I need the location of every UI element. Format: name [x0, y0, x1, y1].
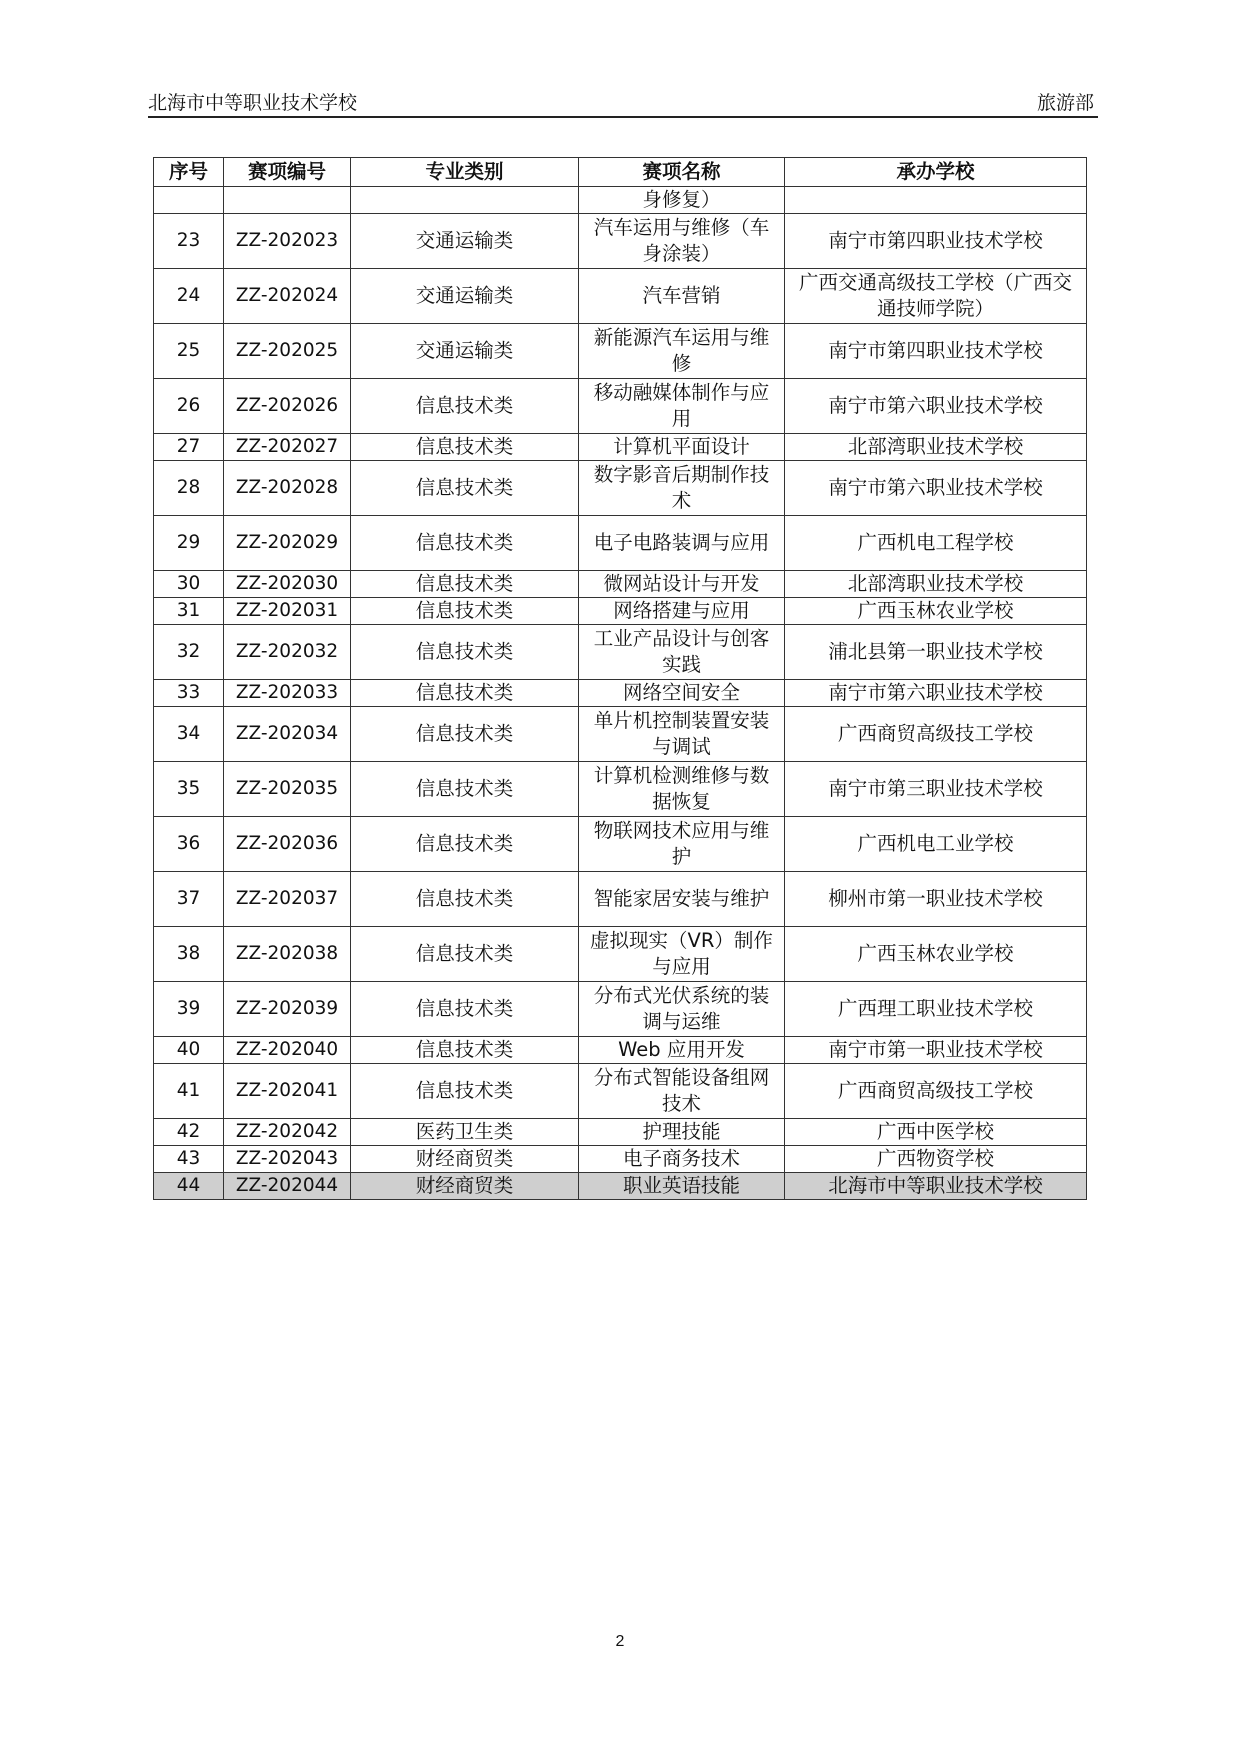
cell-category: 交通运输类	[351, 269, 579, 324]
cell-code: ZZ-202031	[224, 598, 351, 625]
cell-category: 信息技术类	[351, 379, 579, 434]
cell-event-name: 新能源汽车运用与维修	[579, 324, 785, 379]
table-row	[154, 324, 1087, 379]
table-row	[154, 1037, 1087, 1064]
cell-category: 财经商贸类	[351, 1146, 579, 1173]
table-row	[154, 214, 1087, 269]
table-row	[154, 269, 1087, 324]
cell-category: 信息技术类	[351, 434, 579, 461]
cell-index: 42	[154, 1119, 224, 1146]
cell-code: ZZ-202037	[224, 872, 351, 927]
cell-category: 信息技术类	[351, 461, 579, 516]
cell-category	[351, 187, 579, 214]
cell-index	[154, 187, 224, 214]
cell-category: 医药卫生类	[351, 1119, 579, 1146]
cell-host-school: 南宁市第四职业技术学校	[785, 214, 1087, 269]
cell-index: 40	[154, 1037, 224, 1064]
cell-event-name: 电子电路装调与应用	[579, 516, 785, 571]
cell-code: ZZ-202042	[224, 1119, 351, 1146]
cell-category: 信息技术类	[351, 1064, 579, 1119]
cell-code: ZZ-202036	[224, 817, 351, 872]
cell-index: 26	[154, 379, 224, 434]
cell-event-name: Web 应用开发	[579, 1037, 785, 1064]
cell-host-school: 浦北县第一职业技术学校	[785, 625, 1087, 680]
cell-code: ZZ-202038	[224, 927, 351, 982]
cell-index: 34	[154, 707, 224, 762]
table-row	[154, 817, 1087, 872]
cell-event-name: 网络搭建与应用	[579, 598, 785, 625]
cell-host-school: 广西机电工业学校	[785, 817, 1087, 872]
cell-index: 37	[154, 872, 224, 927]
cell-code: ZZ-202044	[224, 1173, 351, 1200]
cell-event-name: 移动融媒体制作与应用	[579, 379, 785, 434]
cell-category: 信息技术类	[351, 625, 579, 680]
cell-category: 财经商贸类	[351, 1173, 579, 1200]
cell-category: 信息技术类	[351, 982, 579, 1037]
cell-host-school: 广西交通高级技工学校（广西交通技师学院）	[785, 269, 1087, 324]
cell-code: ZZ-202029	[224, 516, 351, 571]
cell-event-name: 智能家居安装与维护	[579, 872, 785, 927]
cell-host-school: 南宁市第三职业技术学校	[785, 762, 1087, 817]
cell-host-school: 广西机电工程学校	[785, 516, 1087, 571]
cell-index: 32	[154, 625, 224, 680]
cell-category: 信息技术类	[351, 598, 579, 625]
cell-code: ZZ-202023	[224, 214, 351, 269]
competition-table	[153, 157, 1087, 1200]
cell-event-name: 单片机控制装置安装与调试	[579, 707, 785, 762]
cell-event-name: 身修复）	[579, 187, 785, 214]
page-header	[148, 88, 1098, 118]
table-row	[154, 707, 1087, 762]
cell-category: 信息技术类	[351, 680, 579, 707]
cell-host-school: 广西玉林农业学校	[785, 927, 1087, 982]
cell-code: ZZ-202027	[224, 434, 351, 461]
cell-index: 39	[154, 982, 224, 1037]
cell-event-name: 物联网技术应用与维护	[579, 817, 785, 872]
cell-category: 信息技术类	[351, 927, 579, 982]
column-header-event-name: 赛项名称	[579, 158, 785, 187]
cell-host-school	[785, 187, 1087, 214]
cell-index: 33	[154, 680, 224, 707]
cell-event-name: 电子商务技术	[579, 1146, 785, 1173]
cell-host-school: 广西物资学校	[785, 1146, 1087, 1173]
table-row	[154, 680, 1087, 707]
table-row	[154, 625, 1087, 680]
cell-host-school: 广西理工职业技术学校	[785, 982, 1087, 1037]
cell-category: 信息技术类	[351, 872, 579, 927]
cell-code: ZZ-202034	[224, 707, 351, 762]
cell-index: 35	[154, 762, 224, 817]
table-row	[154, 762, 1087, 817]
cell-event-name: 数字影音后期制作技术	[579, 461, 785, 516]
cell-code: ZZ-202035	[224, 762, 351, 817]
cell-code: ZZ-202028	[224, 461, 351, 516]
cell-index: 29	[154, 516, 224, 571]
cell-event-name: 微网站设计与开发	[579, 571, 785, 598]
table-row	[154, 516, 1087, 571]
cell-index: 44	[154, 1173, 224, 1200]
cell-code	[224, 187, 351, 214]
cell-code: ZZ-202033	[224, 680, 351, 707]
cell-event-name: 网络空间安全	[579, 680, 785, 707]
cell-index: 43	[154, 1146, 224, 1173]
cell-index: 24	[154, 269, 224, 324]
cell-index: 30	[154, 571, 224, 598]
cell-event-name: 分布式光伏系统的装调与运维	[579, 982, 785, 1037]
table-row	[154, 872, 1087, 927]
table-row	[154, 982, 1087, 1037]
table-header-row	[154, 158, 1087, 187]
cell-host-school: 广西商贸高级技工学校	[785, 1064, 1087, 1119]
cell-category: 交通运输类	[351, 324, 579, 379]
cell-index: 31	[154, 598, 224, 625]
cell-index: 41	[154, 1064, 224, 1119]
cell-code: ZZ-202040	[224, 1037, 351, 1064]
table-row	[154, 434, 1087, 461]
table-row	[154, 1146, 1087, 1173]
cell-index: 25	[154, 324, 224, 379]
cell-event-name: 汽车运用与维修（车身涂装）	[579, 214, 785, 269]
cell-code: ZZ-202024	[224, 269, 351, 324]
cell-event-name: 计算机检测维修与数据恢复	[579, 762, 785, 817]
cell-host-school: 北海市中等职业技术学校	[785, 1173, 1087, 1200]
cell-event-name: 汽车营销	[579, 269, 785, 324]
cell-host-school: 南宁市第四职业技术学校	[785, 324, 1087, 379]
cell-host-school: 南宁市第六职业技术学校	[785, 680, 1087, 707]
cell-index: 38	[154, 927, 224, 982]
header-school-name: 北海市中等职业技术学校	[148, 92, 358, 114]
cell-index: 36	[154, 817, 224, 872]
cell-event-name: 计算机平面设计	[579, 434, 785, 461]
table-row	[154, 1064, 1087, 1119]
header-department: 旅游部	[1036, 92, 1094, 114]
table-row	[154, 571, 1087, 598]
column-header-index: 序号	[154, 158, 224, 187]
column-header-host-school: 承办学校	[785, 158, 1087, 187]
cell-category: 交通运输类	[351, 214, 579, 269]
cell-host-school: 广西玉林农业学校	[785, 598, 1087, 625]
cell-category: 信息技术类	[351, 817, 579, 872]
cell-event-name: 工业产品设计与创客实践	[579, 625, 785, 680]
table-row	[154, 461, 1087, 516]
page-number: 2	[615, 1633, 625, 1650]
cell-category: 信息技术类	[351, 1037, 579, 1064]
cell-host-school: 广西中医学校	[785, 1119, 1087, 1146]
cell-code: ZZ-202041	[224, 1064, 351, 1119]
cell-index: 27	[154, 434, 224, 461]
table-row	[154, 379, 1087, 434]
cell-category: 信息技术类	[351, 762, 579, 817]
cell-category: 信息技术类	[351, 707, 579, 762]
cell-code: ZZ-202026	[224, 379, 351, 434]
cell-index: 28	[154, 461, 224, 516]
table-row	[154, 1173, 1087, 1200]
column-header-code: 赛项编号	[224, 158, 351, 187]
column-header-category: 专业类别	[351, 158, 579, 187]
table-row	[154, 187, 1087, 214]
table-row	[154, 927, 1087, 982]
table-row	[154, 1119, 1087, 1146]
cell-host-school: 南宁市第一职业技术学校	[785, 1037, 1087, 1064]
cell-host-school: 北部湾职业技术学校	[785, 571, 1087, 598]
cell-category: 信息技术类	[351, 516, 579, 571]
cell-index: 23	[154, 214, 224, 269]
cell-event-name: 职业英语技能	[579, 1173, 785, 1200]
cell-code: ZZ-202025	[224, 324, 351, 379]
cell-code: ZZ-202039	[224, 982, 351, 1037]
cell-host-school: 广西商贸高级技工学校	[785, 707, 1087, 762]
cell-host-school: 南宁市第六职业技术学校	[785, 379, 1087, 434]
cell-host-school: 柳州市第一职业技术学校	[785, 872, 1087, 927]
cell-category: 信息技术类	[351, 571, 579, 598]
cell-event-name: 虚拟现实（VR）制作与应用	[579, 927, 785, 982]
cell-code: ZZ-202043	[224, 1146, 351, 1173]
cell-event-name: 护理技能	[579, 1119, 785, 1146]
table-row	[154, 598, 1087, 625]
table-body	[154, 187, 1087, 1200]
cell-host-school: 北部湾职业技术学校	[785, 434, 1087, 461]
cell-code: ZZ-202032	[224, 625, 351, 680]
cell-host-school: 南宁市第六职业技术学校	[785, 461, 1087, 516]
cell-code: ZZ-202030	[224, 571, 351, 598]
cell-event-name: 分布式智能设备组网技术	[579, 1064, 785, 1119]
